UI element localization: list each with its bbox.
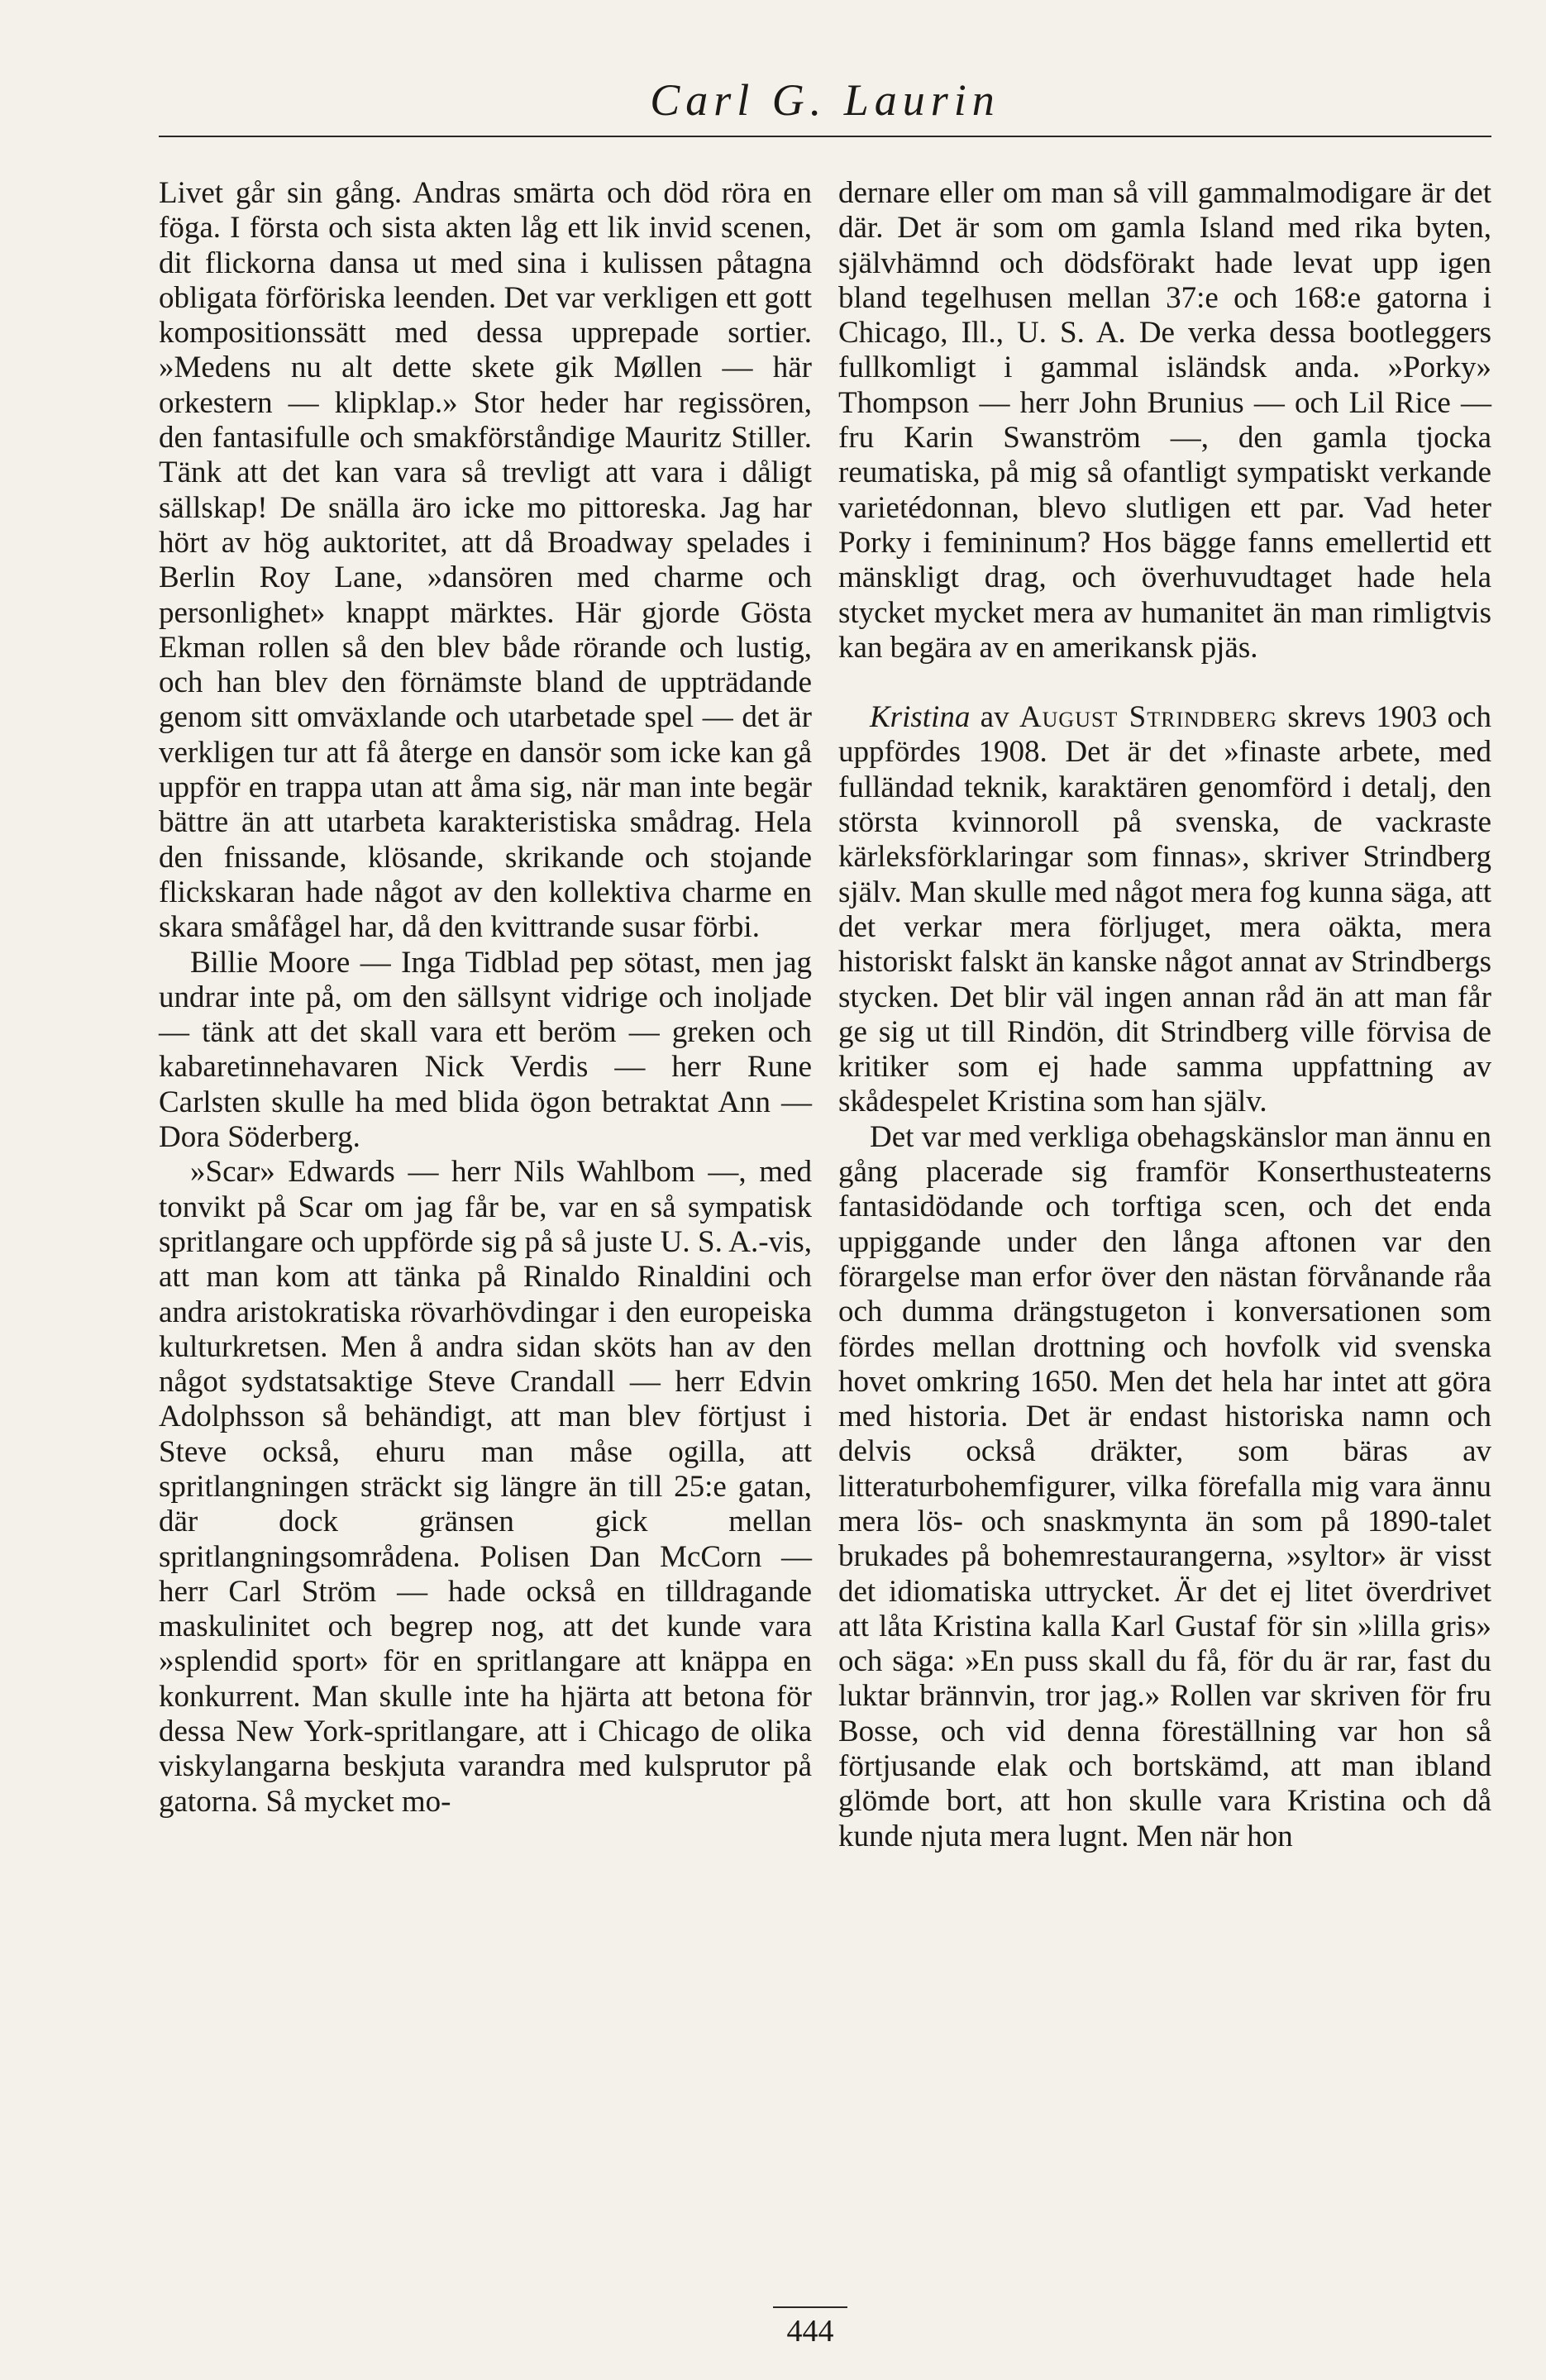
right-column [838, 176, 1491, 1854]
page-header [159, 64, 1491, 144]
footer-rule [773, 2306, 847, 2308]
page-number: 444 [786, 2314, 834, 2349]
play-title-connector: av [970, 700, 1019, 735]
play-title: Kristina [870, 700, 971, 735]
left-paragraph-1: Livet går sin gång. Andras smärta och död röra en föga. I första och sista akten låg ett lik invid scenen, dit flickorna dansa ut med sina i kulissen påtagna obligata förföriska leenden. Det var verkligen ett gott kompositionssätt med dessa upprepade sortier. »Medens nu alt dette skete gik Møllen — här orkestern — klipklap.» Stor heder har regissören, den fantasifulle och smakförståndige Mauritz Stiller. Tänk att det kan vara så trevligt att vara i dåligt sällskap! De snälla äro icke mo pittoreska. Jag har hört av hög auktoritet, att då Broadway spelades i Berlin Roy Lane, »dansören med charme och personlighet» knappt märktes. Här gjorde Gösta Ekman rollen så den blev både rörande och lustig, och han blev den förnämste bland de uppträdande genom sitt omväxlande och utarbetade spel — det är verkligen tur att få återge en dansör som icke kan gå uppför en trappa utan att åma sig, när man inte begär bättre än att utarbeta karakteristiska smådrag. Hela den fnissande, klösande, skrikande och stojande flickskaran hade något av den kollektiva charme en skara småfågel har, då den kvittrande susar förbi. [159, 176, 812, 945]
right-paragraph-2-text: skrevs 1903 och uppfördes 1908. Det är det »finaste arbete, med fulländad teknik, karaktären genomförd i detalj, den största kvinnoroll på svenska, de vackraste kärleksförklaringar som finnas», skriver Strindberg själv. Man skulle med något mera fog kunna säga, att det verkar mera förljuget, mera oäkta, mera historiskt falskt än kanske något annat av Strindbergs stycken. Det blir väl ingen annan råd än att man får ge sig ut till Rindön, dit Strindberg ville förvisa de kritiker som ej hade samma uppfattning av skådespelet Kristina som han själv. [838, 700, 1492, 1119]
header-rule [159, 136, 1491, 137]
right-paragraph-2 [838, 700, 1491, 1120]
left-paragraph-3: »Scar» Edwards — herr Nils Wahlbom —, med tonvikt på Scar om jag får be, var en så sympatisk spritlangare och uppförde sig på så juste U. S. A.-vis, att man kom att tänka på Rinaldo Rinaldini och andra aristokratiska rövarhövdingar i den europeiska kulturkretsen. Men å andra sidan sköts han av den något sydstatsaktige Steve Crandall — herr Edvin Adolphsson så behändigt, att man blev förtjust i Steve också, ehuru man måse ogilla, att spritlangningen sträckt sig längre än till 25:e gatan, där dock gränsen gick mellan spritlangningsområdena. Polisen Dan McCorn — herr Carl Ström — hade också en tilldragande maskulinitet och begrep nog, att det kunde vara »splendid sport» för en spritlangare att knäppa en konkurrent. Man skulle inte ha hjärta att betona för dessa New York-spritlangare, att i Chicago de olika viskylangarna beskjuta varandra med kulsprutor på gatorna. Så mycket mo- [159, 1155, 812, 1819]
left-paragraph-2: Billie Moore — Inga Tidblad pep sötast, men jag undrar inte på, om den sällsynt vidrige och inoljade — tänk att det skall vara ett beröm — greken och kabaretinnehavaren Nick Verdis — herr Rune Carlsten skulle ha med blida ögon betraktat Ann — Dora Söderberg. [159, 945, 812, 1155]
play-author: August Strindberg [1019, 700, 1278, 735]
left-column [159, 176, 812, 1820]
running-head-author: Carl G. Laurin [650, 75, 1000, 125]
right-paragraph-1: dernare eller om man så vill gammalmodigare är det där. Det är som om gamla Island med rika byten, självhämnd och dödsförakt hade levat upp igen bland tegelhusen mellan 37:e och 168:e gatorna i Chicago, Ill., U. S. A. De verka dessa bootleggers fullkomligt i gammal isländsk anda. »Porky» Thompson — herr John Brunius — och Lil Rice — fru Karin Swanström —, den gamla tjocka reumatiska, på mig så ofantligt sympatiskt verkande varietédonnan, blevo slutligen ett par. Vad heter Porky i femininum? Hos bägge fanns emellertid ett mänskligt drag, och överhuvudtaget hade hela stycket mycket mera av humanitet än man rimligtvis kan begära av en amerikansk pjäs. [838, 176, 1491, 665]
right-paragraph-3: Det var med verkliga obehagskänslor man ännu en gång placerade sig framför Konserthusteaterns fantasidödande och torftiga scen, och det enda uppiggande under den långa aftonen var den förargelse man erfor över den nästan förvånande råa och dumma drängstugeton i konversationen som fördes mellan drottning och hovfolk vid svenska hovet omkring 1650. Men det hela har intet att göra med historia. Det är endast historiska namn och delvis också dräkter, som bäras av litteraturbohemfigurer, vilka förefalla mig vara ännu mera lös- och snaskmynta än som på 1890-talet brukades på bohemrestaurangerna, »syltor» är visst det idiomatiska uttrycket. Är det ej litet överdrivet att låta Kristina kalla Karl Gustaf för sin »lilla gris» och säga: »En puss skall du få, för du är rar, fast du luktar brännvin, tror jag.» Rollen var skriven för fru Bosse, och vid denna föreställning var hon så förtjusande elak och bortskämd, att man ibland glömde bort, att hon skulle vara Kristina och då kunde njuta mera lugnt. Men när hon [838, 1119, 1491, 1853]
